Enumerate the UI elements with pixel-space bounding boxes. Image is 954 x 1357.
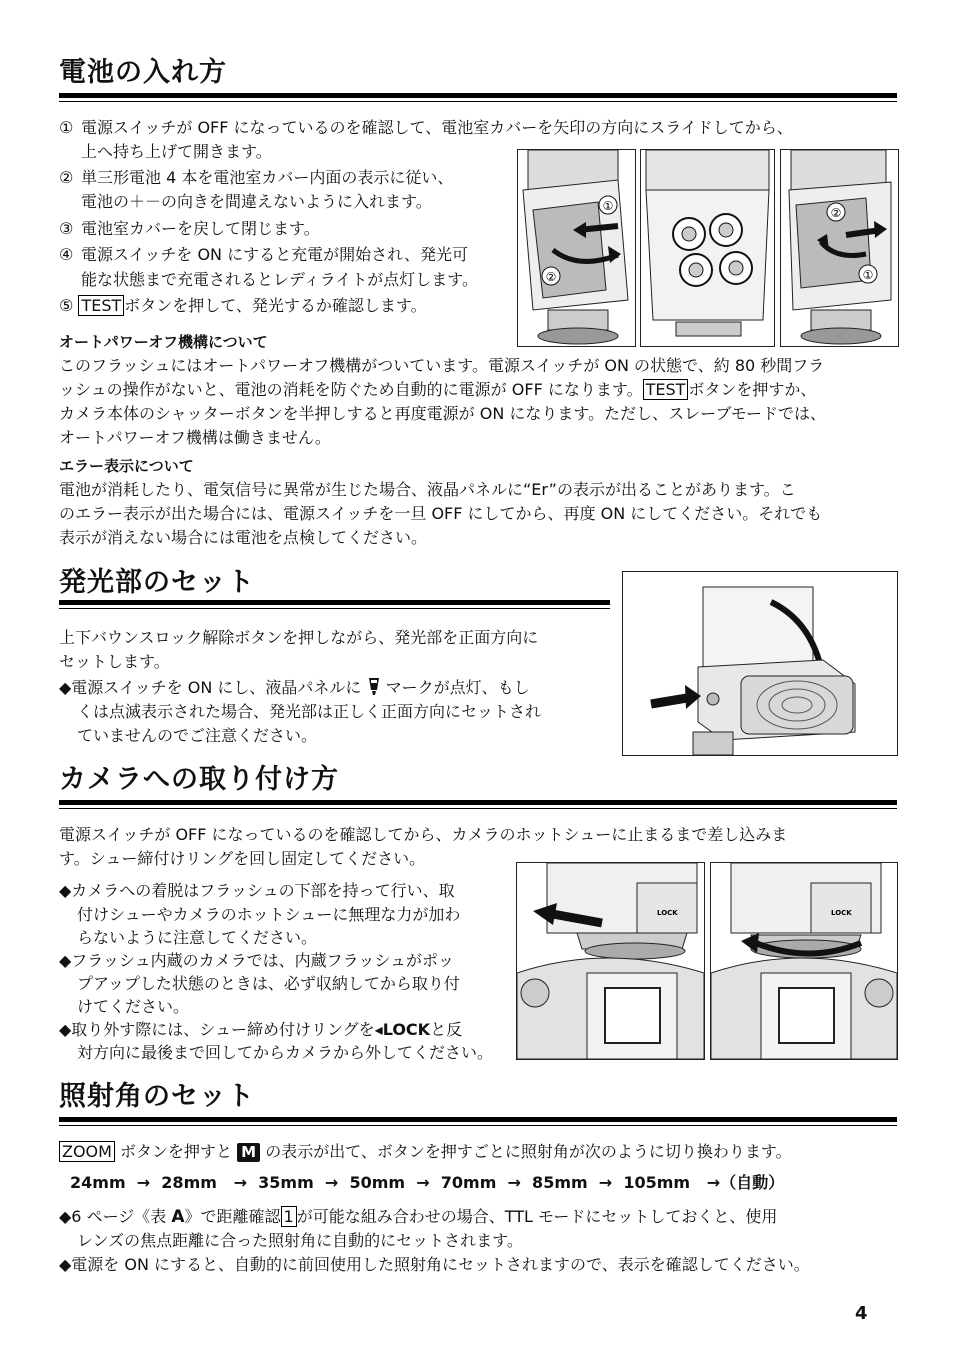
battery-figure-close-cover bbox=[780, 149, 899, 347]
attach-bullet-1: ◆カメラへの着脱はフラッシュの下部を持って行い、取 bbox=[59, 881, 455, 900]
attach-line-1: 電源スイッチが OFF になっているのを確認してから、カメラのホットシューに止まるまで差し込みま bbox=[59, 825, 788, 844]
title-rule-thin-4 bbox=[59, 1125, 897, 1126]
error-line-1: 電池が消耗したり、電気信号に異常が生じた場合、液晶パネルに“Er”の表示が出ることがあります。こ bbox=[59, 480, 796, 499]
battery-figure-open-cover bbox=[517, 149, 636, 347]
autopower-line-2 bbox=[59, 378, 816, 402]
autopower-line-3: カメラ本体のシャッターボタンを半押しすると再度電源が ON になります。ただし、スレーブモードでは、 bbox=[59, 404, 827, 423]
attach-bullet-1-line-2: 付けシューやカメラのホットシューに無理な力が加わ bbox=[77, 905, 461, 924]
attach-figure-tighten bbox=[710, 862, 898, 1060]
test-button-label-2: TEST bbox=[643, 379, 689, 400]
table-a-mark: A bbox=[171, 1207, 185, 1227]
autopower-line-1: このフラッシュにはオートパワーオフ機構がついています。電源スイッチが ON の状態で、約 80 秒間フラ bbox=[59, 356, 825, 375]
title-rule-thick-2 bbox=[59, 600, 610, 605]
zoom-bullet-1-pre: ◆6 ページ《表 bbox=[59, 1207, 167, 1226]
zoom-bullet-1-post: が可能な組み合わせの場合、TTL モードにセットしておくと、使用 bbox=[296, 1207, 778, 1226]
title-rule-thick-4 bbox=[59, 1117, 897, 1122]
step-1-text: 電源スイッチが OFF になっているのを確認して、電池室カバーを矢印の方向にスライドしてから、 bbox=[81, 118, 793, 137]
attach-bullet-2: ◆フラッシュ内蔵のカメラでは、内蔵フラッシュがポッ bbox=[59, 951, 455, 970]
attach-bullet-3 bbox=[59, 1018, 462, 1042]
autopower-heading: オートパワーオフ機構について bbox=[59, 333, 268, 351]
attach-bullet-3-line-2: 対方向に最後まで回してからカメラから外してください。 bbox=[77, 1043, 494, 1062]
zoom-button-label: ZOOM bbox=[59, 1141, 115, 1162]
title-rule-thick bbox=[59, 93, 897, 98]
distance-check-box: 1 bbox=[281, 1206, 297, 1227]
step-4-text-cont: 能な状態まで充電されるとレディライトが点灯します。 bbox=[81, 270, 478, 289]
flash-head-figure bbox=[622, 571, 898, 756]
attach-bullet-1-line-3: らないように注意してください。 bbox=[77, 928, 318, 947]
flash-head-line-1: 上下バウンスロック解除ボタンを押しながら、発光部を正面方向に bbox=[59, 628, 539, 647]
step-3-text: 電池室カバーを戻して閉じます。 bbox=[81, 219, 320, 238]
step-4-text: 電源スイッチを ON にすると充電が開始され、発光可 bbox=[81, 245, 469, 264]
step-1-text-cont: 上へ持ち上げて開きます。 bbox=[81, 142, 272, 161]
attach-figure-slide-in bbox=[516, 862, 705, 1060]
flash-head-bullet-1-pre: ◆電源スイッチを ON にし、液晶パネルに bbox=[59, 678, 362, 697]
step-5 bbox=[59, 294, 427, 318]
title-rule-thin-3 bbox=[59, 808, 897, 809]
figure-marker-2b: ② bbox=[830, 206, 842, 220]
step-5-number: ⑤ bbox=[59, 296, 74, 315]
flash-head-bullet-1-line-2: くは点滅表示された場合、発光部は正しく正面方向にセットされ bbox=[77, 702, 542, 721]
flash-head-line-2: セットします。 bbox=[59, 652, 170, 671]
flash-head-bullet-1-post: マークが点灯、もし bbox=[385, 678, 530, 697]
zoom-bullet-1 bbox=[59, 1205, 777, 1229]
attach-bullet-3-pre: ◆取り外す際には、シュー締め付けリングを bbox=[59, 1020, 375, 1039]
attach-bullet-3-post: と反 bbox=[430, 1020, 463, 1039]
section-title-attach: カメラへの取り付け方 bbox=[59, 764, 339, 795]
flash-head-bullet-1-line-3: ていませんのでご注意ください。 bbox=[77, 726, 318, 745]
attach-line-2: す。シュー締付けリングを回し固定してください。 bbox=[59, 849, 426, 868]
flash-head-bullet-1 bbox=[59, 676, 530, 700]
step-2-text-cont: 電池の＋－の向きを間違えないように入れます。 bbox=[81, 192, 432, 211]
step-2-number: ② bbox=[59, 168, 74, 187]
lock-label-inline: ◂LOCK bbox=[374, 1020, 431, 1039]
figure-marker-2: ② bbox=[545, 270, 557, 284]
zoom-sequence: 24mm → 28mm → 35mm → 50mm → 70mm → 85mm → 105mm →（自動） bbox=[70, 1173, 785, 1192]
title-rule-thin bbox=[59, 101, 897, 102]
figure-marker-1: ① bbox=[602, 199, 614, 213]
autopower-line-2-pre: ッシュの操作がないと、電池の消耗を防ぐため自動的に電源が OFF になります。 bbox=[59, 380, 643, 399]
zoom-bullet-2: ◆電源を ON にすると、自動的に前回使用した照射角にセットされますので、表示を確認してください。 bbox=[59, 1255, 810, 1274]
zoom-bullet-1-line-2: レンズの焦点距離に合った照射角に自動的にセットされます。 bbox=[77, 1231, 523, 1250]
manual-zoom-badge: M bbox=[237, 1143, 260, 1162]
error-line-2: のエラー表示が出た場合には、電源スイッチを一旦 OFF にしてから、再度 ON にしてください。それでも bbox=[59, 504, 823, 523]
zoom-line-1-mid: ボタンを押すと bbox=[120, 1142, 233, 1161]
section-title-flash-head: 発光部のセット bbox=[59, 567, 255, 598]
battery-figure-insert-batteries bbox=[640, 149, 775, 347]
section-title-battery: 電池の入れ方 bbox=[59, 57, 227, 88]
lock-label-fig-1: LOCK bbox=[657, 909, 678, 917]
attach-bullet-2-line-3: けてください。 bbox=[77, 997, 190, 1016]
step-3-number: ③ bbox=[59, 219, 74, 238]
attach-bullet-2-line-2: プアップした状態のときは、必ず収納してから取り付 bbox=[77, 974, 460, 993]
zoom-line-1 bbox=[59, 1140, 792, 1164]
section-title-zoom: 照射角のセット bbox=[59, 1081, 255, 1112]
autopower-line-2-post: ボタンを押すか、 bbox=[688, 380, 817, 399]
error-heading: エラー表示について bbox=[59, 457, 194, 475]
step-4-number: ④ bbox=[59, 245, 74, 264]
lock-label-fig-2: LOCK bbox=[831, 909, 852, 917]
step-2-text: 単三形電池 4 本を電池室カバー内面の表示に従い、 bbox=[81, 168, 454, 187]
zoom-line-1-post: の表示が出て、ボタンを押すごとに照射角が次のように切り換わります。 bbox=[265, 1142, 792, 1161]
title-rule-thick-3 bbox=[59, 800, 897, 805]
page-number: 4 bbox=[855, 1303, 868, 1324]
figure-marker-1b: ① bbox=[862, 268, 874, 282]
step-5-text: ボタンを押して、発光するか確認します。 bbox=[124, 296, 427, 315]
error-line-3: 表示が消えない場合には電池を点検してください。 bbox=[59, 528, 428, 547]
zoom-bullet-1-mid: 》で距離確認 bbox=[184, 1207, 281, 1226]
test-button-label: TEST bbox=[78, 295, 124, 316]
autopower-line-4: オートパワーオフ機構は働きません。 bbox=[59, 428, 331, 447]
step-1-number: ① bbox=[59, 118, 74, 137]
bounce-warning-icon bbox=[367, 676, 381, 696]
title-rule-thin-2 bbox=[59, 608, 610, 609]
